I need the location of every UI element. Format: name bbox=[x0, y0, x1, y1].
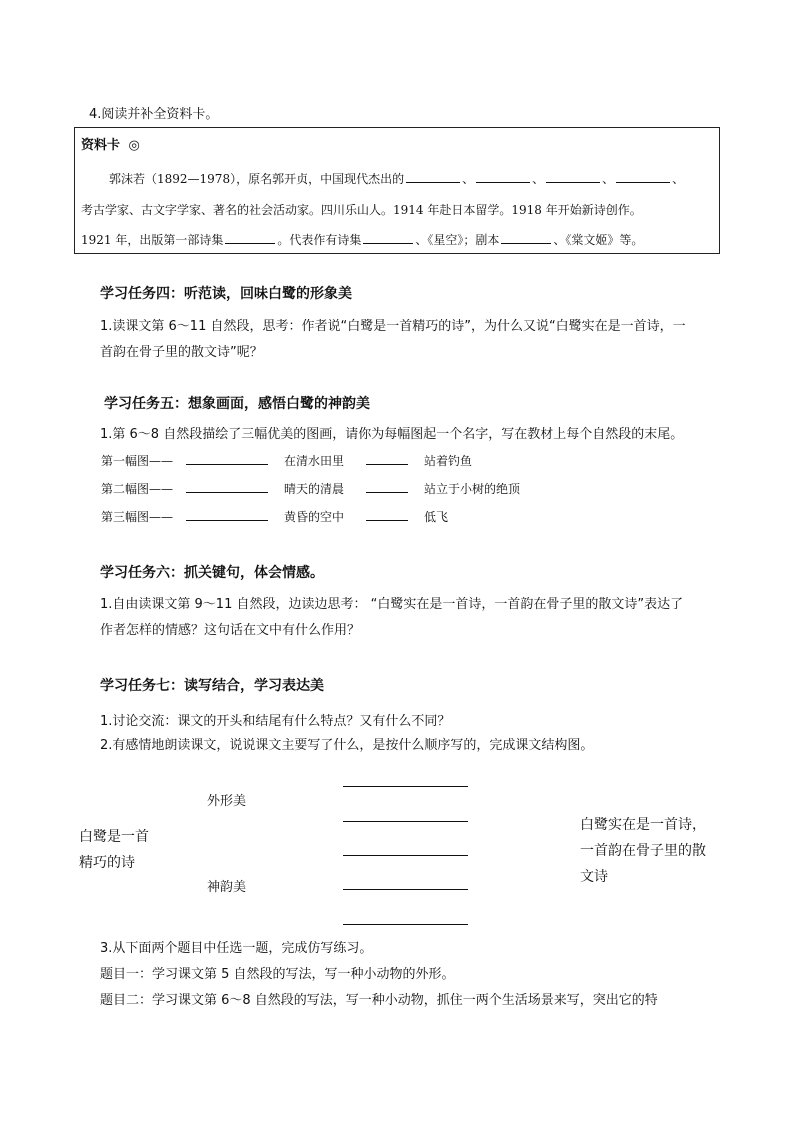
picture-row-label: 第三幅图—— bbox=[101, 510, 174, 524]
picture-row-label: 第二幅图—— bbox=[101, 482, 174, 496]
card-line-3-text-b: 。代表作有诗集 bbox=[277, 233, 362, 247]
task7-question-2: 2.有感情地朗读课文，说说课文主要写了什么，是按什么顺序写的，完成课文结构图。 bbox=[100, 738, 594, 753]
task4-question-line2: 首韵在骨子里的散文诗”呢？ bbox=[100, 345, 263, 360]
answer-blank[interactable] bbox=[186, 520, 268, 521]
card-line-1-text: 郭沫若（1892—1978），原名郭开贞，中国现代杰出的 bbox=[109, 172, 405, 186]
card-line-1 bbox=[109, 170, 684, 187]
task4-item-instruction: 4.阅读并补全资料卡。 bbox=[89, 107, 219, 122]
separator: 、 bbox=[672, 172, 685, 186]
picture-row-action: 站着钓鱼 bbox=[424, 454, 473, 468]
picture-row-place: 晴天的清晨 bbox=[284, 482, 345, 496]
diagram-right-line3: 文诗 bbox=[580, 869, 608, 885]
card-title-row bbox=[81, 134, 140, 153]
diagram-right-line2: 一首韵在骨子里的散 bbox=[580, 843, 706, 859]
picture-row-place: 黄昏的空中 bbox=[284, 510, 345, 524]
task4-heading: 学习任务四：听范读，回味白鹭的形象美 bbox=[100, 286, 352, 302]
picture-row-action: 站立于小树的绝顶 bbox=[424, 482, 521, 496]
card-line-3-text-a: 1921 年，出版第一部诗集 bbox=[81, 233, 224, 247]
task6-question-line2: 作者怎样的情感？这句话在文中有什么作用？ bbox=[100, 623, 361, 638]
task7-topic-1: 题目一：学习课文第 5 自然段的写法，写一种小动物的外形。 bbox=[100, 967, 455, 982]
task7-question-1: 1.讨论交流：课文的开头和结尾有什么特点？又有什么不同？ bbox=[100, 714, 451, 729]
task7-question-3: 3.从下面两个题目中任选一题，完成仿写练习。 bbox=[100, 941, 373, 956]
answer-blank[interactable] bbox=[406, 181, 460, 183]
answer-blank[interactable] bbox=[186, 492, 268, 493]
card-line-3 bbox=[81, 231, 643, 248]
task7-heading: 学习任务七：读写结合，学习表达美 bbox=[100, 678, 324, 694]
answer-blank[interactable] bbox=[616, 181, 670, 183]
answer-blank[interactable] bbox=[476, 181, 530, 183]
answer-blank[interactable] bbox=[225, 242, 275, 244]
answer-blank[interactable] bbox=[186, 464, 268, 465]
diagram-label-charm: 神韵美 bbox=[207, 880, 247, 895]
task6-heading: 学习任务六：抓关键句，体会情感。 bbox=[100, 565, 324, 581]
answer-blank[interactable] bbox=[501, 242, 551, 244]
answer-blank[interactable] bbox=[366, 492, 408, 493]
circle-target-icon: ◎ bbox=[128, 138, 140, 153]
card-title: 资料卡 bbox=[81, 138, 121, 153]
answer-blank[interactable] bbox=[366, 520, 408, 521]
diagram-answer-blank[interactable] bbox=[343, 786, 468, 787]
card-line-3-text-c: 、《星空》；剧本 bbox=[415, 233, 500, 247]
diagram-answer-blank[interactable] bbox=[343, 821, 468, 822]
task5-question: 1.第 6～8 自然段描绘了三幅优美的图画，请你为每幅图起一个名字，写在教材上每个自然段的末尾。 bbox=[100, 427, 684, 442]
card-line-3-text-d: 、《棠文姬》等。 bbox=[553, 233, 644, 247]
diagram-answer-blank[interactable] bbox=[343, 889, 468, 890]
answer-blank[interactable] bbox=[366, 464, 408, 465]
answer-blank[interactable] bbox=[363, 242, 413, 244]
diagram-answer-blank[interactable] bbox=[343, 924, 468, 925]
task5-heading: 学习任务五：想象画面，感悟白鹭的神韵美 bbox=[104, 396, 370, 412]
picture-row-action: 低飞 bbox=[424, 510, 449, 524]
task4-question-line1: 1.读课文第 6～11 自然段，思考：作者说“白鹭是一首精巧的诗”，为什么又说“白鹭实在是一首诗，一 bbox=[100, 319, 686, 334]
task6-question-line1: 1.自由读课文第 9～11 自然段，边读边思考： “白鹭实在是一首诗，一首韵在骨子里的散文诗”表达了 bbox=[100, 597, 684, 612]
resource-card bbox=[74, 127, 720, 254]
picture-row-label: 第一幅图—— bbox=[101, 454, 174, 468]
diagram-left-line1: 白鹭是一首 bbox=[79, 829, 149, 845]
diagram-left-line2: 精巧的诗 bbox=[79, 855, 135, 871]
diagram-answer-blank[interactable] bbox=[343, 855, 468, 856]
card-line-2: 考古学家、古文字学家、著名的社会活动家。四川乐山人。1914 年赴日本留学。1918 年开始新诗创作。 bbox=[81, 203, 642, 217]
separator: 、 bbox=[462, 172, 475, 186]
picture-row-place: 在清水田里 bbox=[284, 454, 345, 468]
separator: 、 bbox=[602, 172, 615, 186]
task7-topic-2: 题目二：学习课文第 6～8 自然段的写法，写一种小动物，抓住一两个生活场景来写，突出它的特 bbox=[100, 993, 658, 1008]
separator: 、 bbox=[532, 172, 545, 186]
answer-blank[interactable] bbox=[546, 181, 600, 183]
diagram-right-line1: 白鹭实在是一首诗， bbox=[580, 817, 706, 833]
diagram-label-appearance: 外形美 bbox=[207, 794, 247, 809]
